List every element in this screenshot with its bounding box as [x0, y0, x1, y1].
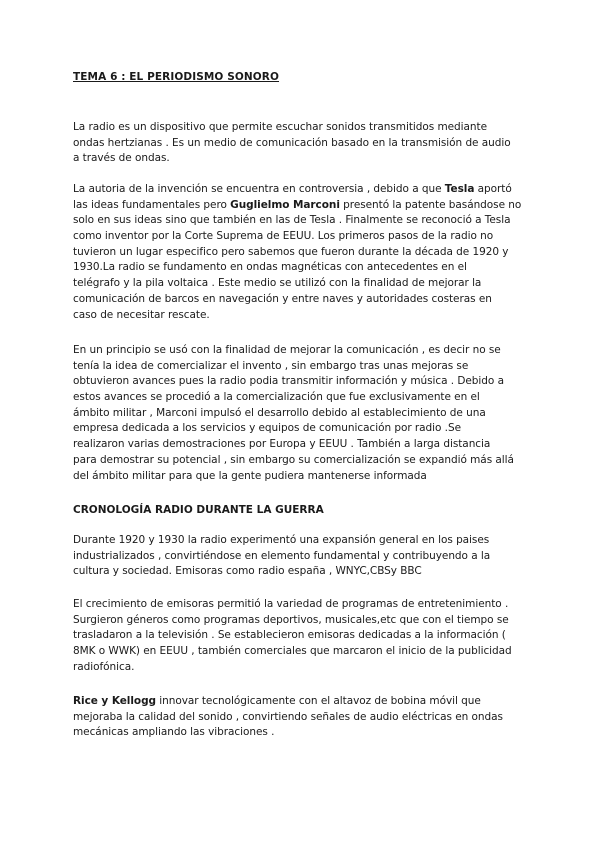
text-line: El crecimiento de emisoras permitió la variedad de programas de entretenimiento .	[73, 598, 509, 610]
text-line: obtuvieron avances pues la radio podia transmitir información y música . Debido a	[73, 375, 504, 388]
text-line: tuvieron un lugar especifico pero sabemos que fueron durante la década de 1920 y	[73, 245, 509, 258]
text-line: radiofónica.	[73, 660, 135, 673]
text-line: realizaron varias demostraciones por Europa y EEUU . También a larga distancia	[73, 438, 491, 451]
paragraph-expansion	[73, 533, 490, 580]
text-line: cultura y sociedad. Emisoras como radio españa , WNYC,CBSy BBC	[73, 565, 422, 578]
text-segment: La autoria de la invención se encuentra en controversia , debido a que	[73, 183, 445, 195]
text-line: tenía la idea de comercializar el invento , sin embargo tras unas mejoras se	[73, 359, 469, 372]
text-line: mejoraba la calidad del sonido , convirtiendo señales de audio eléctricas en ondas	[73, 710, 503, 723]
text-line: ámbito militar , Marconi impulsó el desarrollo debido al establecimiento de una	[73, 406, 486, 419]
text-line: solo en sus ideas sino que también en las de Tesla . Finalmente se reconoció a Tesla	[73, 214, 511, 227]
text-line: ondas hertzianas . Es un medio de comunicación basado en la transmisión de audio	[73, 136, 511, 149]
text-line: telégrafo y la pila voltaica . Este medio se utilizó con la finalidad de mejorar la	[73, 277, 482, 290]
text-segment: las ideas fundamentales pero	[73, 198, 231, 211]
bold-name-rice-kellogg: Rice y Kellogg	[73, 695, 157, 707]
text-line: como inventor por la Corte Suprema de EEUU. Los primeros pasos de la radio no	[73, 230, 494, 243]
text-line: Surgieron géneros como programas deportivos, musicales,etc que con el tiempo se	[73, 613, 509, 626]
text-segment: aportó	[474, 183, 512, 195]
text-line: 8MK o WWK) en EEUU , también comerciales que marcaron el inicio de la publicidad	[73, 645, 512, 658]
bold-name-tesla: Tesla	[444, 183, 475, 195]
text-line: caso de necesitar rescate.	[73, 308, 210, 321]
text-line: mecánicas ampliando las vibraciones .	[73, 726, 275, 739]
text-line: industrializados , convirtiéndose en elemento fundamental y contribuyendo a la	[73, 549, 491, 562]
text-line: comunicación de barcos en navegación y entre naves y autoridades costeras en	[73, 292, 492, 305]
text-line: En un principio se usó con la finalidad de mejorar la comunicación , es decir no se	[73, 344, 501, 356]
paragraph-stations	[73, 597, 512, 675]
text-line	[73, 198, 521, 214]
text-segment: presentó la patente basándose no	[339, 198, 522, 211]
text-segment: innovar tecnológicamente con el altavoz de bobina móvil que	[156, 695, 481, 707]
text-line: del ámbito militar para que la gente pudiera mantenerse informada	[73, 469, 427, 482]
paragraph-commercialization	[73, 343, 514, 484]
section-heading: CRONOLOGÍA RADIO DURANTE LA GUERRA	[73, 504, 324, 516]
text-line: a través de ondas.	[73, 152, 170, 165]
text-line: 1930.La radio se fundamento en ondas magnéticas con antecedentes en el	[73, 261, 467, 274]
document-title: TEMA 6 : EL PERIODISMO SONORO	[73, 71, 280, 83]
text-line: estos avances se procedió a la comercialización que fue exclusivamente en el	[73, 391, 480, 404]
text-line: para demostrar su potencial , sin embargo su comercialización se expandió más allá	[73, 453, 514, 466]
text-line: trasladaron a la televisión . Se establecieron emisoras dedicadas a la información (	[73, 629, 506, 642]
bold-name-marconi: Guglielmo Marconi	[230, 198, 340, 211]
paragraph-intro	[73, 120, 511, 167]
text-line: La radio es un dispositivo que permite escuchar sonidos transmitidos mediante	[73, 121, 488, 133]
paragraph-invention	[73, 182, 521, 323]
text-line: Durante 1920 y 1930 la radio experimentó una expansión general en los paises	[73, 534, 490, 546]
paragraph-speaker	[73, 694, 503, 741]
text-line: empresa dedicada a los servicios y equipos de comunicación por radio .Se	[73, 422, 461, 435]
text-line	[73, 182, 521, 198]
text-line	[73, 694, 503, 710]
